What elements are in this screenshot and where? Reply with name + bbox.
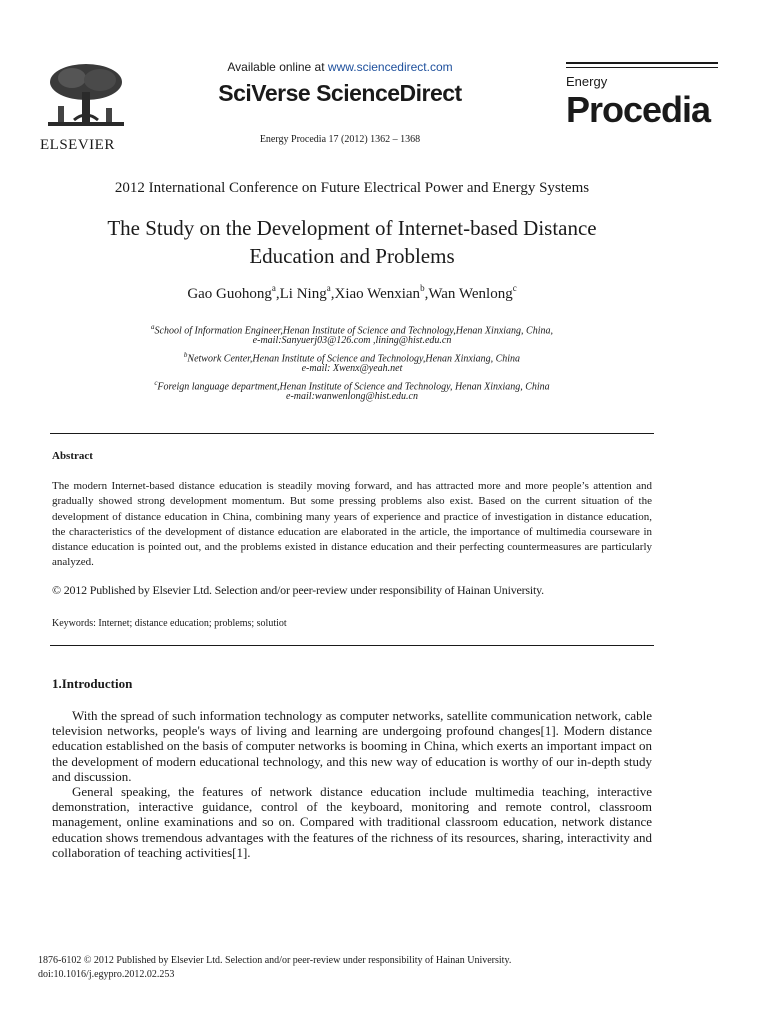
publisher-name: ELSEVIER: [40, 137, 115, 153]
paper-title-line: The Study on the Development of Internet-based Distance: [107, 216, 597, 240]
affiliation-email: e-mail:Sanyuerj03@126.com ,lining@hist.edu.cn: [252, 335, 452, 346]
conference-name: 2012 International Conference on Future Electrical Power and Energy Systems: [114, 180, 590, 196]
affiliation-mark: c: [154, 379, 158, 387]
affiliation-line: [0, 390, 704, 404]
elsevier-tree-icon: [44, 60, 128, 132]
body-paragraph: With the spread of such information technology as computer networks, satellite communication network, cable television networks, people's ways of living and learning are undergoing profound changes[1]. Modern distance education established on the basis of computer networks is booming in China, which exerts an important impact on the development of modern educational technology, and this new way of education is worthy of our in-depth study and discussion.: [52, 708, 652, 784]
affiliation-mark: b: [183, 351, 188, 359]
author-name: Wan Wenlong: [428, 286, 513, 302]
section-divider: [50, 433, 654, 434]
affiliation-mark: a: [151, 323, 155, 331]
author-list: Gao Guohong$^a$,Li Ning$^a$,Xiao Wenxian$^b$,Wan Wenlong$^c$: [187, 283, 517, 302]
affiliation-text: School of Information Engineer,Henan Institute of Science and Technology,Henan Xinxiang, China,: [154, 325, 553, 337]
page-footer: [38, 954, 511, 982]
sciencedirect-link[interactable]: www.sciencedirect.com: [327, 60, 453, 74]
paper-title: [0, 214, 704, 270]
footer-doi[interactable]: doi:10.1016/j.egypro.2012.02.253: [38, 969, 175, 980]
author-name: Li Ning: [279, 286, 327, 302]
journal-logo-procedia: Procedia: [566, 89, 711, 130]
abstract-body: The modern Internet-based distance education is steadily moving forward, and has attracted more and more people’s attention and gradually showed strong development momentum. But some pressing problems also exist. Based on the current situation of the development of distance education in China, combining many years of experience and practice of investigation in distance education, the characteristics of the development of distance education are elaborated in the article, the importance of multimedia courseware in distance education is pointed out, and the problems existed in distance education and their perfecting countermeasures are particularly analyzed.: [52, 480, 652, 569]
footer-issn: 1876-6102 © 2012 Published by Elsevier Ltd. Selection and/or peer-review under responsibility of Hainan University.: [38, 955, 512, 966]
author-name: Gao Guohong: [187, 286, 272, 302]
affiliation-email: e-mail:wanwenlong@hist.edu.cn: [286, 391, 418, 402]
paper-title-line: Education and Problems: [249, 244, 455, 268]
author-affiliation-mark: b: [420, 283, 425, 293]
affiliation-line: [0, 362, 704, 376]
journal-logo-energy: Energy: [566, 74, 608, 89]
abstract-heading: Abstract: [52, 450, 93, 462]
author-affiliation-mark: c: [512, 283, 517, 293]
platform-name: SciVerse ScienceDirect: [218, 80, 462, 106]
affiliation-text: Network Center,Henan Institute of Science and Technology,Henan Xinxiang, China: [187, 353, 521, 365]
author-affiliation-mark: a: [326, 283, 331, 293]
affiliation-line: [0, 334, 704, 348]
section-divider: [50, 645, 654, 646]
keywords-line: Keywords: Internet; distance education; problems; solutiot: [52, 618, 287, 629]
author-name: Xiao Wenxian: [334, 286, 421, 302]
journal-logo-rule: [566, 62, 718, 64]
elsevier-logo: [40, 60, 132, 153]
availability-prefix: Available online at: [227, 60, 328, 74]
introduction-body: [52, 708, 652, 860]
journal-logo-rule: [566, 67, 718, 68]
section-heading: 1.Introduction: [52, 676, 133, 691]
affiliation-email: e-mail: Xwenx@yeah.net: [301, 363, 403, 374]
journal-logo: [566, 62, 718, 129]
availability-line: [190, 60, 490, 74]
affiliation-text: Foreign language department,Henan Institute of Science and Technology, Henan Xinxiang, China: [157, 381, 550, 393]
copyright-notice: © 2012 Published by Elsevier Ltd. Selection and/or peer-review under responsibility of Hainan University.: [52, 583, 544, 597]
journal-reference: Energy Procedia 17 (2012) 1362 – 1368: [259, 134, 421, 145]
author-affiliation-mark: a: [271, 283, 276, 293]
body-paragraph: General speaking, the features of network distance education include multimedia teaching, interactive demonstration, interactive guidance, control of the keyboard, monitoring and remote control, classroom management, online examinations and so on. Compared with traditional classroom education, network distance education shows tremendous advantages with the features of the richness of its resources, sharing, interactivity and collaboration of teaching activities[1].: [52, 784, 652, 860]
